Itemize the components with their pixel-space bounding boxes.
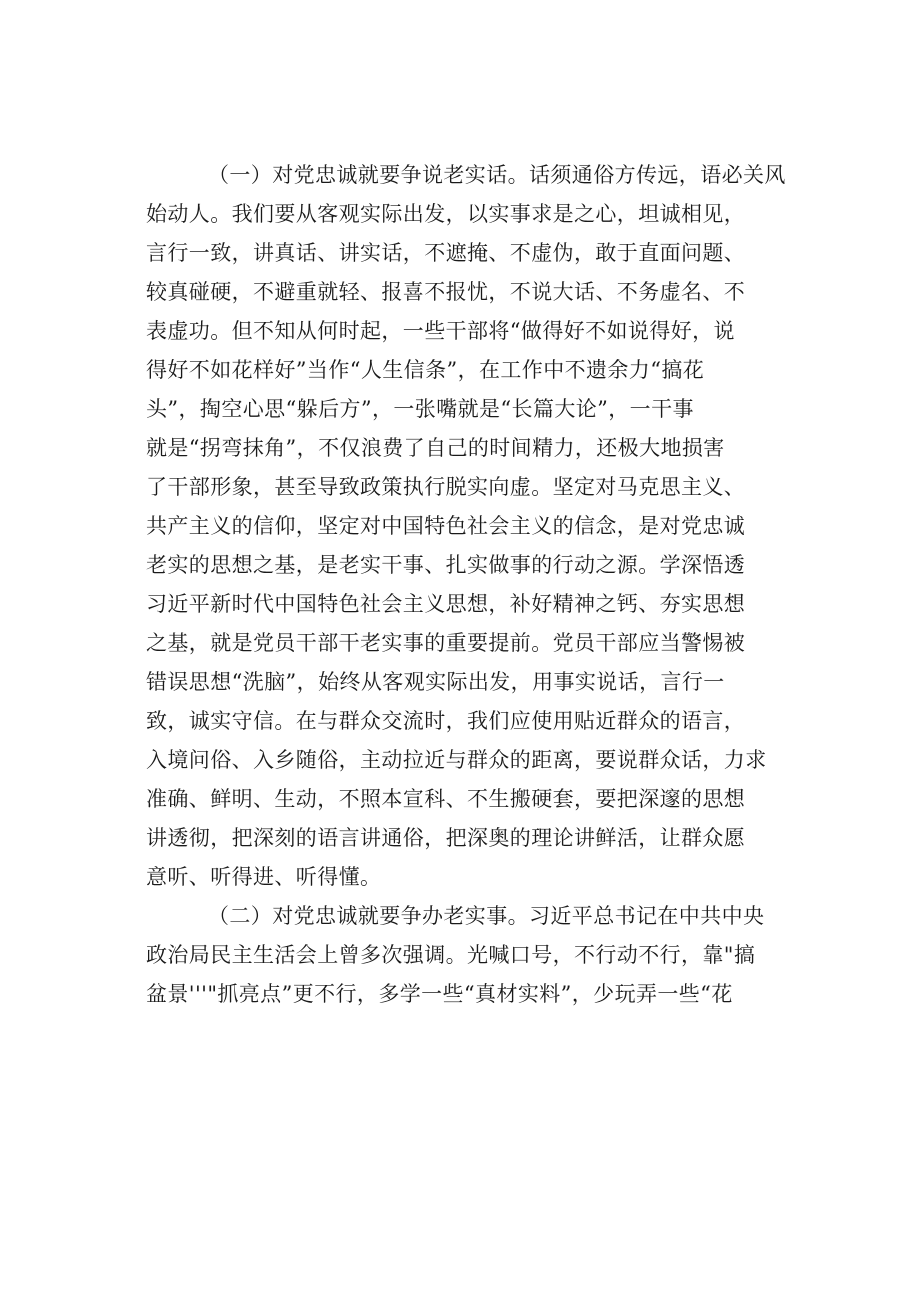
- paragraph-1-line: 始动人。我们要从客观实际出发，以实事求是之心，坦诚相见，: [146, 202, 746, 226]
- paragraph-1-line: 言行一致，讲真话、讲实话，不遮掩、不虚伪，敢于直面问题、: [146, 241, 746, 265]
- paragraph-1-line: 老实的思想之基，是老实干事、扎实做事的行动之源。学深悟透: [146, 553, 746, 577]
- paragraph-1-line: 就是“拐弯抹角”，不仅浪费了自己的时间精力，还极大地损害: [146, 436, 725, 460]
- document-body: [146, 156, 798, 1014]
- paragraph-1-line: （一）对党忠诚就要争说老实话。话须通俗方传远，语必关风: [208, 163, 786, 187]
- paragraph-1-line: 意听、听得进、听得懂。: [146, 865, 382, 889]
- paragraph-1-line: 错误思想“洗脑”，始终从客观实际出发，用事实说话，言行一: [146, 670, 725, 694]
- paragraph-1-line: 头”，掏空心思“躲后方”，一张嘴就是“长篇大论”，一干事: [146, 397, 694, 421]
- paragraph-2-line: 政治局民主生活会上曾多次强调。光喊口号，不行动不行，靠"搞: [146, 943, 756, 967]
- paragraph-1-line: 准确、鲜明、生动，不照本宣科、不生搬硬套，要把深邃的思想: [146, 787, 746, 811]
- paragraph-1-line: 之基，就是党员干部干老实事的重要提前。党员干部应当警惕被: [146, 631, 746, 655]
- paragraph-1-line: 共产主义的信仰，坚定对中国特色社会主义的信念，是对党忠诚: [146, 514, 746, 538]
- paragraph-1-line: 入境问俗、入乡随俗，主动拉近与群众的距离，要说群众话，力求: [146, 748, 767, 772]
- paragraph-1-line: 了干部形象，甚至导致政策执行脱实向虚。坚定对马克思主义、: [146, 475, 746, 499]
- paragraph-1-line: 得好不如花样好”当作“人生信条”，在工作中不遗余力“搞花: [146, 358, 705, 382]
- paragraph-1-line: 表虚功。但不知从何时起，一些干部将“做得好不如说得好，说: [146, 319, 735, 343]
- paragraph-1-line: 致，诚实守信。在与群众交流时，我们应使用贴近群众的语言，: [146, 709, 746, 733]
- paragraph-1-line: 讲透彻，把深刻的语言讲通俗，把深奥的理论讲鲜活，让群众愿: [146, 826, 746, 850]
- paragraph-2-line: 盆景'''"抓亮点”更不行，多学一些“真材实料”，少玩弄一些“花: [146, 982, 733, 1006]
- paragraph-2-line: （二）对党忠诚就要争办老实事。习近平总书记在中共中央: [208, 904, 765, 928]
- paragraph-1-line: 较真碰硬，不避重就轻、报喜不报忧，不说大话、不务虚名、不: [146, 280, 746, 304]
- paragraph-1-line: 习近平新时代中国特色社会主义思想，补好精神之钙、夯实思想: [146, 592, 746, 616]
